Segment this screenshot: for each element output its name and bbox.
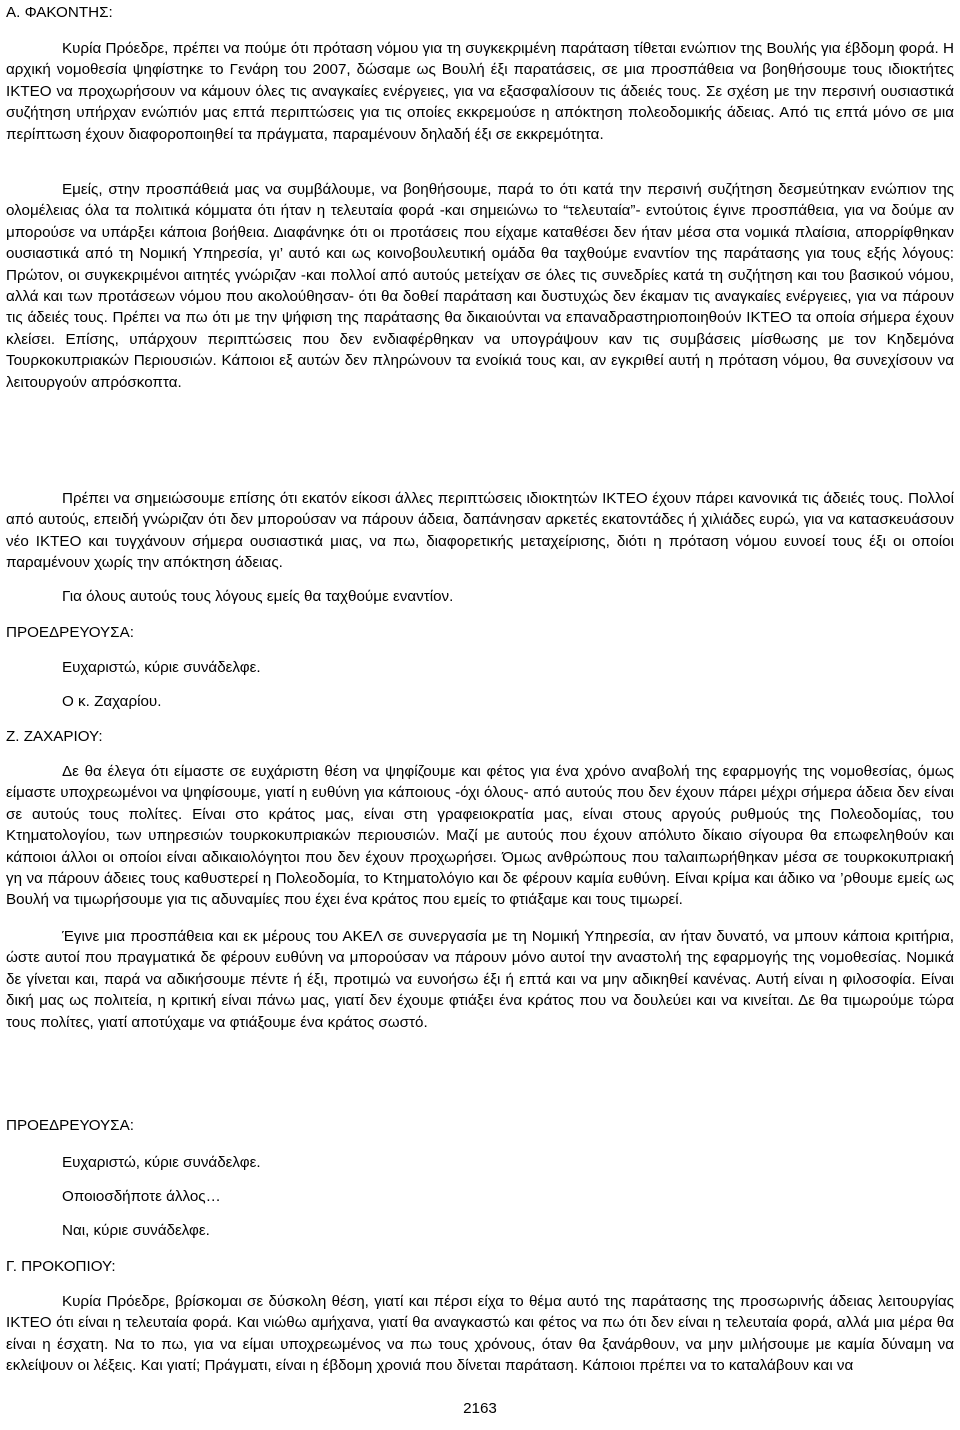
page-number: 2163 [463,1400,497,1417]
yes-colleague-line: Ναι, κύριε συνάδελφε. [62,1222,210,1239]
paragraph-5: Έγινε μια προσπάθεια και εκ μέρους του ΑΚΕΛ σε συνεργασία με τη Νομική Υπηρεσία, αν ήταν δυνατό, να μπουν κάποια κριτήρια, ώστε αυτοί που πραγματικά δε φέρουν ευθύνη να μπορούσαν να πάρουν μόνο αυτοί την αναστολή της εφαρμογής της νομοθεσίας. Νομικά δε γίνεται και, παρά να αδικήσουμε πέντε ή έξι, προτιμώ να ευνοήσω έξι ή επτά και να μην αδικηθεί κανένας. Αυτή είναι η φιλοσοφία. Είναι δική μας ως πολιτεία, η κριτική είναι πάνω μας, γιατί δεν έχουμε φτιάξει ένα κράτος που να δουλεύει και να κινείται. Δε θα τιμωρούμε τώρα τους πολίτες, γιατί αποτύχαμε να φτιάξουμε ένα κράτος σωστό. [6,928,954,1031]
speaker-chair-1: ΠΡΟΕΔΡΕΥΟΥΣΑ: [6,624,134,641]
paragraph-2: Εμείς, στην προσπάθειά μας να συμβάλουμε, να βοηθήσουμε, παρά το ότι κατά την περσινή συζήτηση δεσμεύτηκαν ενώπιον της ολομέλειας όλα τα πολιτικά κόμματα ότι ήταν η τελευταία φορά -και σημειώνω το “τελευταία”- εντούτοις έγινε προσπάθεια, για να δούμε αν μπορούσε να υπάρξει κάποια βοήθεια. Διαφάνηκε ότι οι προτάσεις που είχαμε καταθέσει δεν ήταν μέσα στα νομικά πλαίσια, απορρίφθηκαν ουσιαστικά από τη Νομική Υπηρεσία, γι’ αυτό και ως κοινοβουλευτική ομάδα θα ταχθούμε εναντίον της παράτασης για τους εξής λόγους: Πρώτον, οι συγκεκριμένοι αιτητές γνώριζαν -και πολλοί από αυτούς μετείχαν σε όλες τις συνεδρίες κατά τη συζήτηση και του βασικού νόμου, αλλά και των προτάσεων νόμου που ακολούθησαν- ότι θα δοθεί παράταση και δυστυχώς δεν έκαμαν τις αναγκαίες ενέργειες, για να πάρουν τις άδειές τους. Πρέπει να πω ότι με την ψήφιση της παράτασης θα δικαιούνται να επαναδραστηριοποιηθούν ΙΚΤΕΟ τα οποία σήμερα έχουν κλείσει. Επίσης, υπάρχουν περιπτώσεις που δεν ενδιαφέρθηκαν να υπογράψουν καν τις συμβάσεις μίσθωσης με τον Κηδεμόνα Τουρκοκυπριακών Περιουσιών. Κάποιοι εξ αυτών δεν πληρώνουν τα ενοίκιά τους και, αν εγκριθεί αυτή η πρόταση νόμου, θα συνεχίσουν να λειτουργούν απρόσκοπτα. [6,181,954,391]
paragraph-3: Πρέπει να σημειώσουμε επίσης ότι εκατόν είκοσι άλλες περιπτώσεις ιδιοκτητών ΙΚΤΕΟ έχουν πάρει κανονικά τις άδειές τους. Πολλοί από αυτούς, επειδή γνώριζαν ότι δεν μπορούσαν να πάρουν άδεια, δαπάνησαν αρκετές εκατοντάδες ή χιλιάδες ευρώ, για να κατασκευάσουν νέο ΙΚΤΕΟ και τυγχάνουν σήμερα ουσιαστικά μιας, να πω, διαφορετικής μεταχείρισης, διότι η πρόταση νόμου ευνοεί τους έξι οι οποίοι παραμένουν χωρίς την απόκτηση άδειας. [6,490,954,572]
thanks-line-2: Ευχαριστώ, κύριε συνάδελφε. [62,1154,261,1171]
paragraph-6: Κυρία Πρόεδρε, βρίσκομαι σε δύσκολη θέση, γιατί και πέρσι είχα το θέμα αυτό της παράτασης της προσωρινής άδειας λειτουργίας ΙΚΤΕΟ ότι είναι η τελευταία φορά. Και νιώθω αμήχανα, γιατί θα αναγκαστώ και φέτος να πω ότι δεν είναι η τελευταία φορά, αλλά μια μέρα θα είναι η έσχατη. Να το πω, για να είμαι υποχρεωμένος να πω τους χρόνους, όταν θα ξανάρθουν, να μην μιλήσουμε με καμία δύναμη να εκλείψουν οι λέξεις. Και γιατί; Πράγματι, είναι η έβδομη χρονιά που δίνεται παράταση. Κάποιοι πρέπει να το καταλάβουν και να [6,1293,954,1375]
speaker-fakontis: Α. ΦΑΚΟΝΤΗΣ: [6,4,113,21]
speaker-prokopiou: Γ. ΠΡΟΚΟΠΙΟΥ: [6,1258,116,1275]
speaker-zachariou: Ζ. ΖΑΧΑΡΙΟΥ: [6,728,103,745]
paragraph-1: Κυρία Πρόεδρε, πρέπει να πούμε ότι πρόταση νόμου για τη συγκεκριμένη παράταση τίθεται ενώπιον της Βουλής για έβδομη φορά. Η αρχική νομοθεσία ψηφίστηκε το Γενάρη του 2007, δώσαμε ως Βουλή έξι παρατάσεις, σε μια προσπάθεια να βοηθήσουμε τους ιδιοκτήτες ΙΚΤΕΟ να προχωρήσουν να κάμουν όλες τις αναγκαίες ενέργειες, για να εξασφαλίσουν τις άδειές τους. Σε σχέση με την περσινή ουσιαστικά συζήτηση υπήρχαν ενώπιόν μας επτά περιπτώσεις για τις οποίες εκκρεμούσε η απόκτηση πολεοδομικής άδειας. Από τις επτά μόνο σε μια περίπτωση έχουν διαφοροποιηθεί τα πράγματα, παραμένουν δηλαδή έξι σε εκκρεμότητα. [6,40,954,143]
paragraph-4: Δε θα έλεγα ότι είμαστε σε ευχάριστη θέση να ψηφίζουμε και φέτος για ένα χρόνο αναβολή της εφαρμογής της νομοθεσίας, όμως είμαστε υποχρεωμένοι να ψηφίσουμε, γιατί η ευθύνη για κάποιους -όχι όλους- από αυτούς που δεν έχουν πάρει μέχρι σήμερα άδεια δεν είναι σε αυτούς τους πολίτες. Είναι στο κράτος μας, είναι στη γραφειοκρατία μας, είναι στους αργούς ρυθμούς της Πολεοδομίας, του Κτηματολογίου, των υπηρεσιών τουρκοκυπριακών περιουσιών. Μαζί με αυτούς που έχουν απόλυτο δίκαιο σίγουρα θα επωφεληθούν και κάποιοι άλλοι οι οποίοι είναι αδικαιολόγητοι που δεν έχουν προχωρήσει. Όμως ανθρώπους που ταλαιπωρήθηκαν μέσα σε τουρκοκυπριακή γη να πάρουν άδειες τους καθυστερεί η Πολεοδομία, το Κτηματολόγιο και δε φέρουν καμία ευθύνη. Είναι κρίμα και άδικο να ’ρθουμε εμείς ως Βουλή να τιμωρήσουμε για τις αδυναμίες που έχει ένα κράτος που εμείς το φτιάξαμε και τους τιμωρεί. [6,763,954,909]
against-statement: Για όλους αυτούς τους λόγους εμείς θα ταχθούμε εναντίον. [62,588,454,605]
speaker-chair-2: ΠΡΟΕΔΡΕΥΟΥΣΑ: [6,1117,134,1134]
anyone-else-line: Οποιοσδήποτε άλλος… [62,1188,221,1205]
zachariou-call: Ο κ. Ζαχαρίου. [62,693,162,710]
thanks-line-1: Ευχαριστώ, κύριε συνάδελφε. [62,659,261,676]
